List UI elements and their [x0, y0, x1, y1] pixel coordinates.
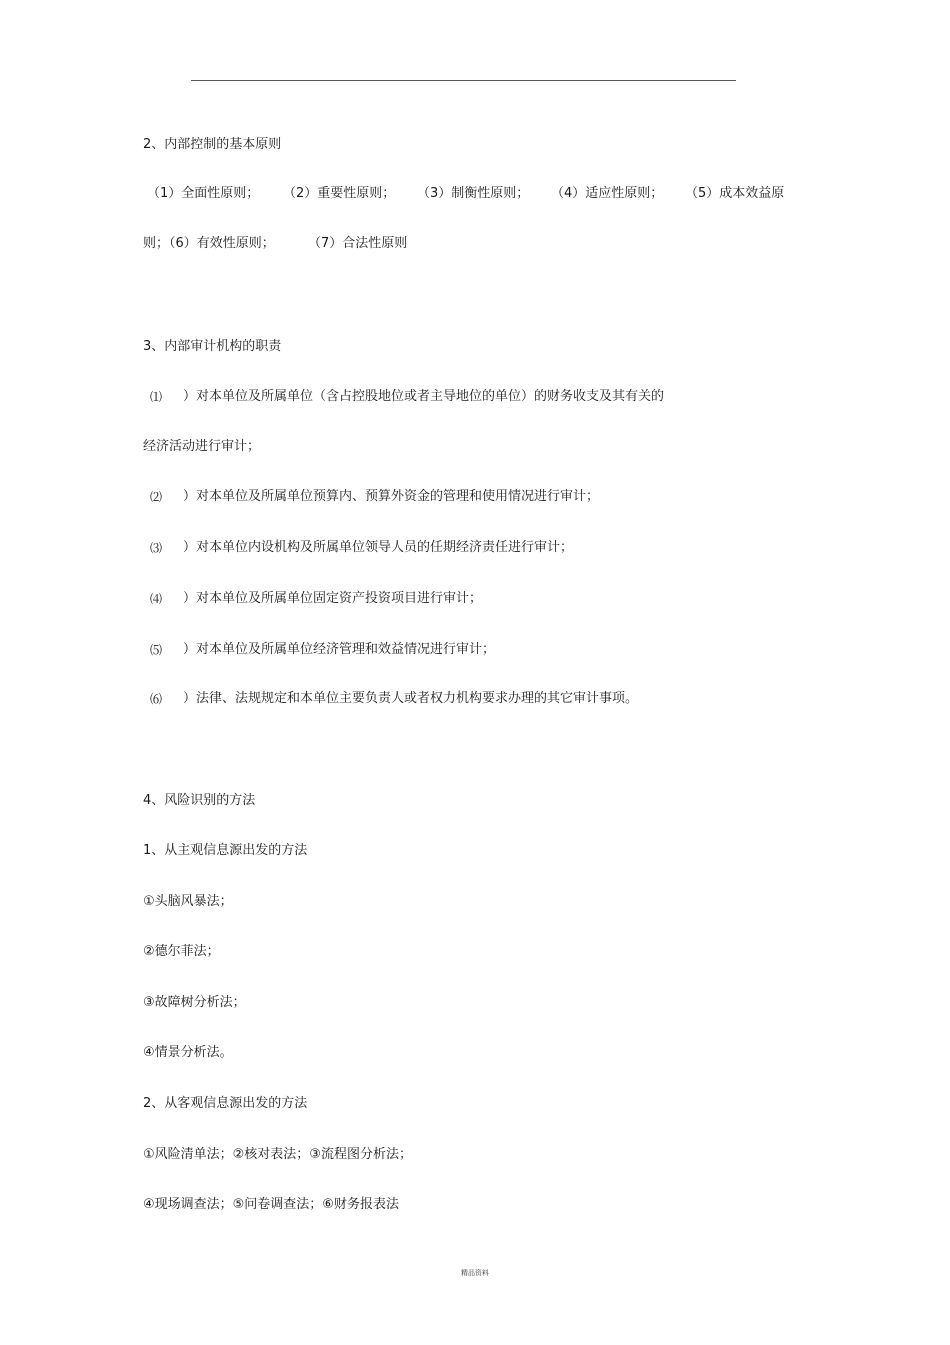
principle-5: （5）成本效益原: [685, 186, 785, 201]
method-line: ④现场调查法；⑤问卷调查法；⑥财务报表法: [143, 1197, 399, 1212]
duty-4-number: ⑷: [150, 592, 163, 606]
principle-2: （2）重要性原则；: [283, 186, 396, 201]
duty-1-text: ）对本单位及所属单位（含占控股地位或者主导地位的单位）的财务收支及其有关的: [183, 389, 665, 404]
duty-1-continuation: 经济活动进行审计；: [143, 439, 261, 454]
duty-6-number: ⑹: [150, 692, 163, 706]
duty-3-number: ⑶: [150, 541, 163, 555]
duty-2-text: ）对本单位及所属单位预算内、预算外资金的管理和使用情况进行审计；: [183, 489, 600, 504]
page-footer: 精品资料: [461, 1269, 489, 1277]
method-item: ①头脑风暴法；: [143, 894, 233, 909]
section-4-heading: 4、风险识别的方法: [143, 793, 256, 808]
duty-6-text: ）法律、法规规定和本单位主要负责人或者权力机构要求办理的其它审计事项。: [183, 691, 639, 706]
method-item: ②德尔菲法；: [143, 944, 220, 959]
principle-3: （3）制衡性原则；: [417, 186, 530, 201]
section-3-heading: 3、内部审计机构的职责: [143, 339, 282, 354]
duty-4-text: ）对本单位及所属单位固定资产投资项目进行审计；: [183, 591, 483, 606]
principle-7: （7）合法性原则: [308, 236, 408, 251]
section-2-heading: 2、内部控制的基本原则: [143, 137, 282, 152]
duty-2-number: ⑵: [150, 490, 163, 504]
objective-methods-heading: 2、从客观信息源出发的方法: [143, 1096, 308, 1111]
header-rule: [191, 80, 736, 81]
method-line: ①风险清单法；②核对表法；③流程图分析法；: [143, 1147, 412, 1162]
principle-6: 则；（6）有效性原则；: [143, 236, 275, 251]
duty-5-text: ）对本单位及所属单位经济管理和效益情况进行审计；: [183, 642, 496, 657]
duty-3-text: ）对本单位内设机构及所属单位领导人员的任期经济责任进行审计；: [183, 540, 574, 555]
principle-4: （4）适应性原则；: [551, 186, 664, 201]
principle-1: （1）全面性原则；: [147, 186, 260, 201]
method-item: ③故障树分析法；: [143, 995, 246, 1010]
subjective-methods-heading: 1、从主观信息源出发的方法: [143, 843, 308, 858]
duty-1-number: ⑴: [150, 390, 163, 404]
duty-5-number: ⑸: [150, 643, 163, 657]
method-item: ④情景分析法。: [143, 1045, 233, 1060]
